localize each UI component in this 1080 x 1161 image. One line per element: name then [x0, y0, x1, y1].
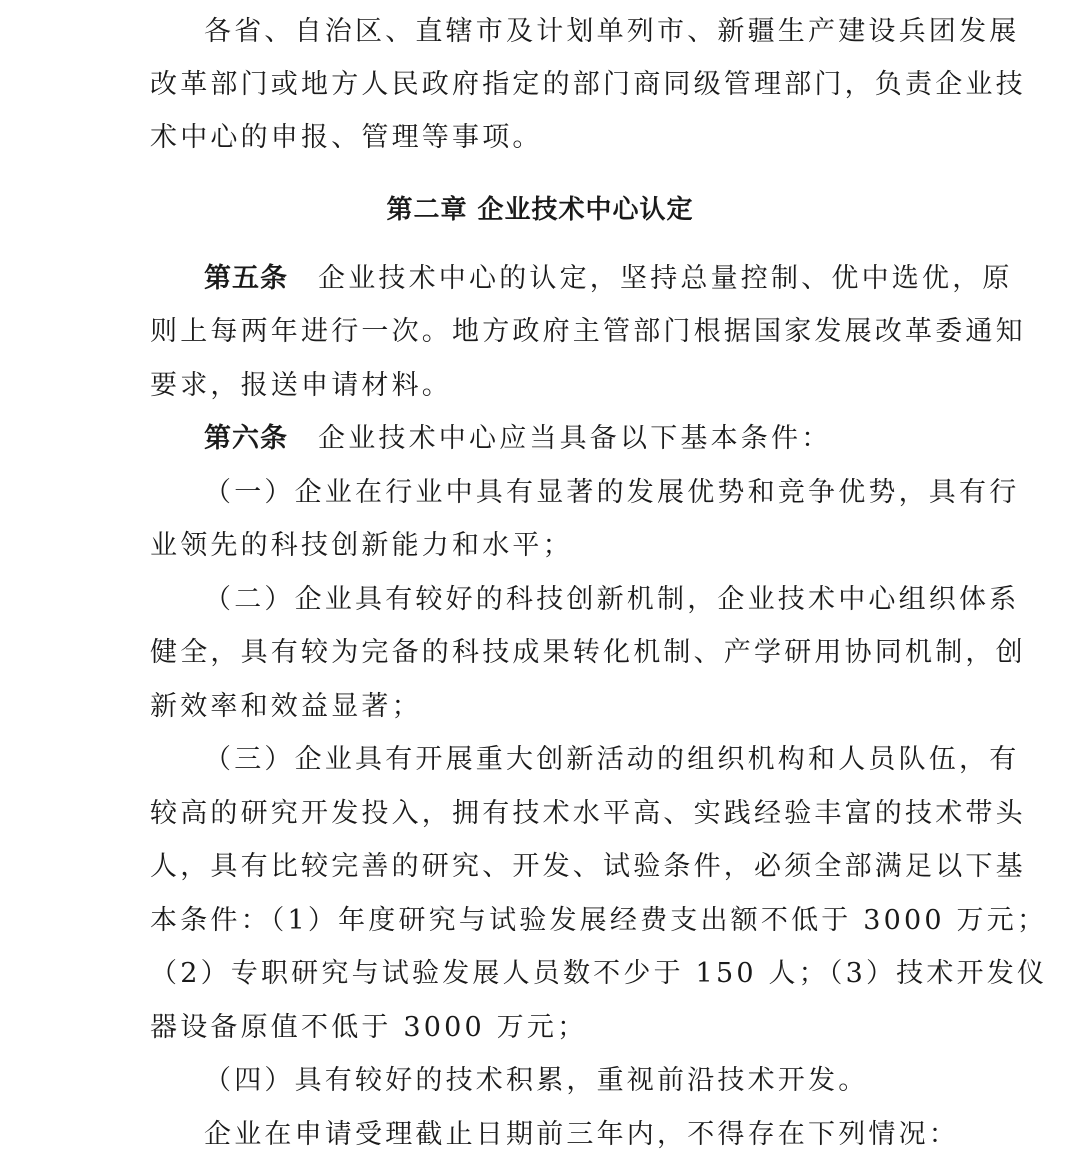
- condition-4-line: （四）具有较好的技术积累，重视前沿技术开发。: [204, 1065, 869, 1096]
- condition-3-line: 本条件：（1）年度研究与试验发展经费支出额不低于 3000 万元；: [150, 905, 1048, 936]
- condition-2-line: 新效率和效益显著；: [150, 691, 422, 722]
- condition-1-line: 业领先的科技创新能力和水平；: [150, 530, 573, 561]
- chapter-title: 第二章 企业技术中心认定: [386, 195, 694, 225]
- paragraph-line: 术中心的申报、管理等事项。: [150, 122, 543, 153]
- condition-3-line: 器设备原值不低于 3000 万元；: [150, 1012, 588, 1043]
- paragraph-line: 各省、自治区、直辖市及计划单列市、新疆生产建设兵团发展: [204, 16, 1020, 47]
- article-5-first-line: [204, 259, 1013, 299]
- article-6-label: 第六条: [204, 423, 288, 454]
- article-5-label: 第五条: [204, 263, 288, 294]
- final-paragraph-line: 企业在申请受理截止日期前三年内，不得存在下列情况：: [204, 1119, 959, 1150]
- condition-3-line: 人，具有比较完善的研究、开发、试验条件，必须全部满足以下基: [150, 851, 1026, 882]
- condition-1-line: （一）企业在行业中具有显著的发展优势和竞争优势，具有行: [204, 477, 1020, 508]
- condition-3-line: （三）企业具有开展重大创新活动的组织机构和人员队伍，有: [204, 744, 1020, 775]
- paragraph-line: 要求，报送申请材料。: [150, 370, 452, 401]
- condition-3-line: （2）专职研究与试验发展人员数不少于 150 人；（3）技术开发仪: [150, 958, 1048, 989]
- condition-2-line: （二）企业具有较好的科技创新机制，企业技术中心组织体系: [204, 584, 1020, 615]
- paragraph-line: 则上每两年进行一次。地方政府主管部门根据国家发展改革委通知: [150, 316, 1026, 347]
- condition-2-line: 健全，具有较为完备的科技成果转化机制、产学研用协同机制，创: [150, 637, 1026, 668]
- paragraph-line: 改革部门或地方人民政府指定的部门商同级管理部门，负责企业技: [150, 69, 1026, 100]
- article-6-text: 企业技术中心应当具备以下基本条件：: [318, 423, 832, 454]
- article-5-text: 企业技术中心的认定，坚持总量控制、优中选优，原: [318, 263, 1013, 294]
- condition-3-line: 较高的研究开发投入，拥有技术水平高、实践经验丰富的技术带头: [150, 798, 1026, 829]
- article-6-first-line: [204, 419, 940, 459]
